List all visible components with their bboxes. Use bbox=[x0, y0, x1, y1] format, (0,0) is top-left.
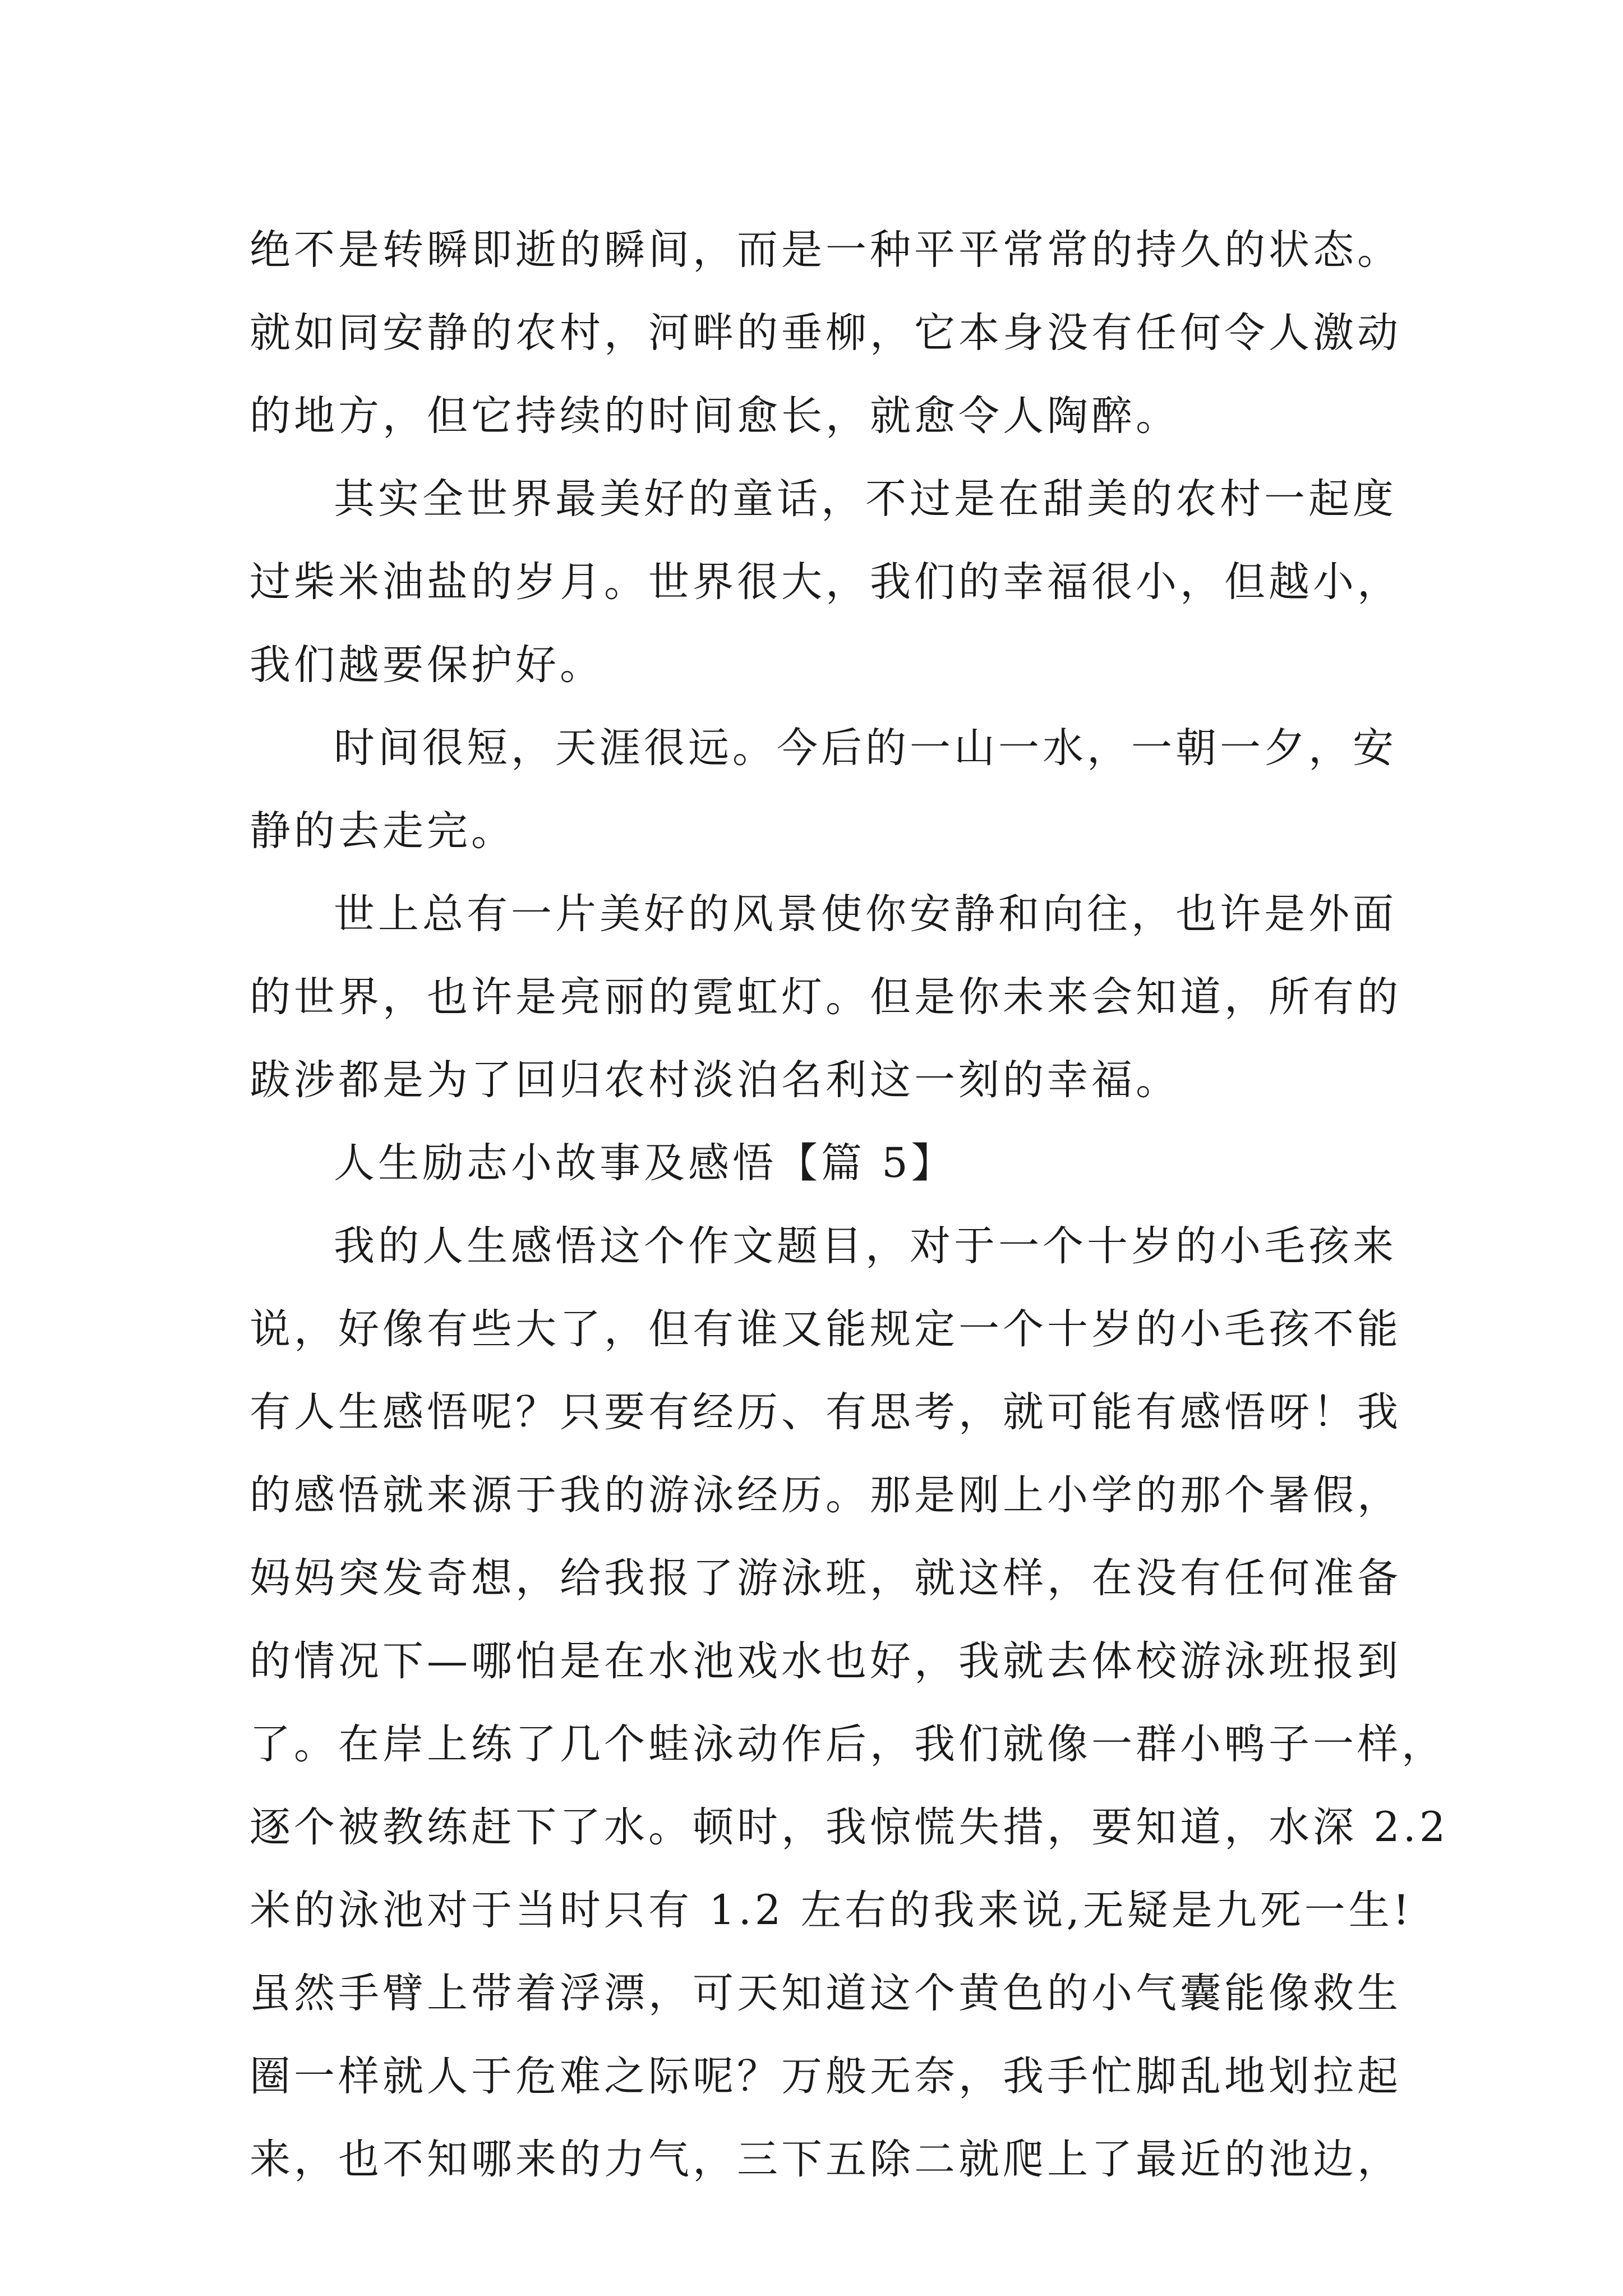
body-text bbox=[250, 209, 1449, 2201]
text-line: 逐个被教练赶下了水。顿时，我惊慌失措，要知道，水深 2.2 bbox=[250, 1803, 1449, 1851]
text-line: 米的泳池对于当时只有 1.2 左右的我来说,无疑是九死一生! bbox=[250, 1887, 1413, 1934]
paragraph bbox=[250, 1122, 1427, 1205]
text-line: 圈一样就人于危难之际呢？万般无奈，我手忙脚乱地划拉起 bbox=[250, 2053, 1401, 2100]
text-line: 了。在岸上练了几个蛙泳动作后，我们就像一群小鸭子一样， bbox=[250, 1720, 1446, 1768]
text-line: 我的人生感悟这个作文题目，对于一个十岁的小毛孩来 bbox=[334, 1222, 1397, 1270]
text-line: 有人生感悟呢？只要有经历、有思考，就可能有感悟呀！我 bbox=[250, 1388, 1401, 1436]
text-line: 绝不是转瞬即逝的瞬间，而是一种平平常常的持久的状态。 bbox=[250, 226, 1401, 274]
text-line: 妈妈突发奇想，给我报了游泳班，就这样，在没有任何准备 bbox=[250, 1554, 1401, 1602]
text-line: 说，好像有些大了，但有谁又能规定一个十岁的小毛孩不能 bbox=[250, 1305, 1401, 1353]
text-line: 静的去走完。 bbox=[250, 807, 515, 855]
text-line: 的感悟就来源于我的游泳经历。那是刚上小学的那个暑假， bbox=[250, 1471, 1401, 1519]
text-line: 人生励志小故事及感悟【篇 5】 bbox=[334, 1139, 956, 1187]
text-line: 的地方，但它持续的时间愈长，就愈令人陶醉。 bbox=[250, 392, 1180, 440]
paragraph bbox=[250, 458, 1427, 707]
text-line: 虽然手臂上带着浮漂，可天知道这个黄色的小气囊能像救生 bbox=[250, 1970, 1401, 2017]
text-line: 的世界，也许是亮丽的霓虹灯。但是你未来会知道，所有的 bbox=[250, 973, 1401, 1021]
text-line: 过柴米油盐的岁月。世界很大，我们的幸福很小，但越小， bbox=[250, 558, 1401, 606]
paragraph bbox=[250, 873, 1427, 1122]
text-line: 我们越要保护好。 bbox=[250, 641, 604, 689]
text-line: 时间很短，天涯很远。今后的一山一水，一朝一夕，安 bbox=[334, 724, 1397, 772]
text-line: 世上总有一片美好的风景使你安静和向往，也许是外面 bbox=[334, 890, 1397, 938]
text-line: 的情况下—哪怕是在水池戏水也好，我就去体校游泳班报到 bbox=[250, 1637, 1401, 1685]
paragraph bbox=[250, 209, 1427, 458]
paragraph bbox=[250, 1205, 1449, 2201]
text-line: 来，也不知哪来的力气，三下五除二就爬上了最近的池边， bbox=[250, 2136, 1401, 2183]
text-line: 跋涉都是为了回归农村淡泊名利这一刻的幸福。 bbox=[250, 1056, 1180, 1104]
text-line: 其实全世界最美好的童话，不过是在甜美的农村一起度 bbox=[334, 475, 1397, 523]
text-line: 就如同安静的农村，河畔的垂柳，它本身没有任何令人激动 bbox=[250, 309, 1401, 357]
paragraph bbox=[250, 707, 1427, 873]
